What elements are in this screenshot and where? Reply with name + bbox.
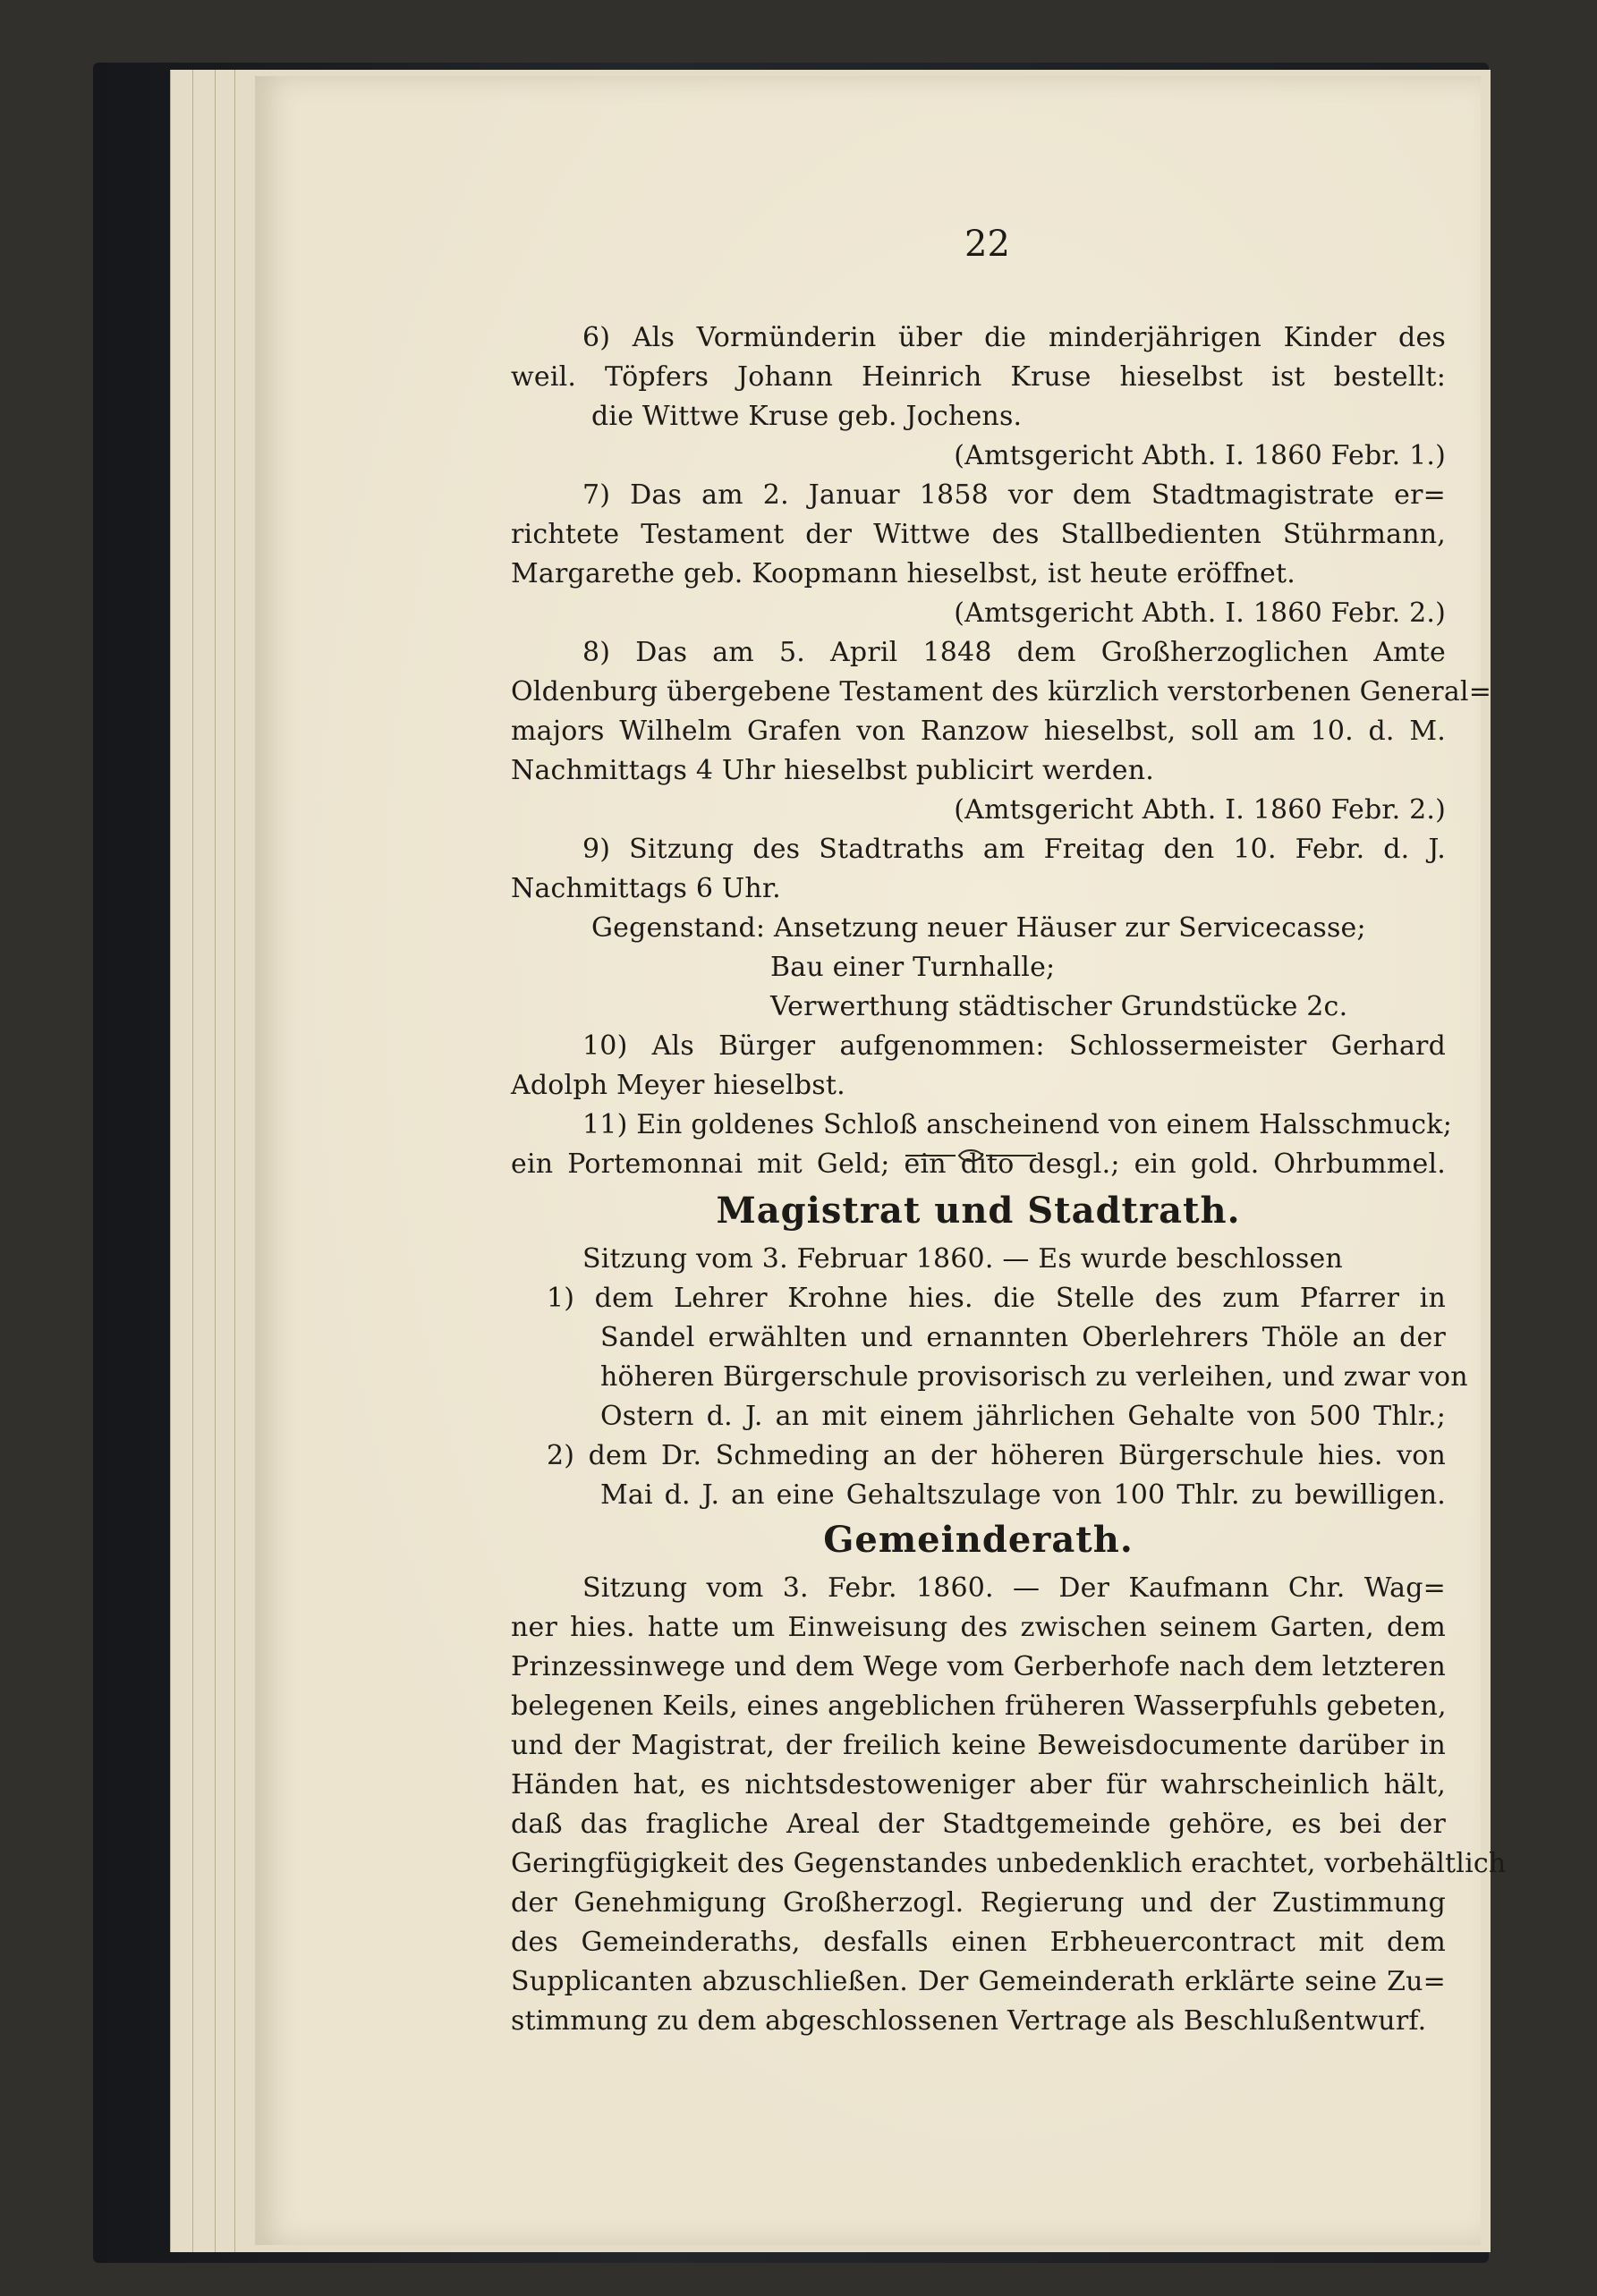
text-line: Nachmittags 4 Uhr hieselbst publicirt werden. [511, 755, 1154, 786]
text-line: Verwerthung städtischer Grundstücke 2c. [770, 991, 1348, 1022]
text-line: ein Portemonnai mit Geld; ein dito desgl.; ein gold. Ohrbummel. [511, 1148, 1446, 1180]
text-line: (Amtsgericht Abth. I. 1860 Febr. 2.) [954, 794, 1446, 826]
text-line: Sitzung vom 3. Februar 1860. — Es wurde beschlossen [582, 1243, 1343, 1275]
text-line: des Gemeinderaths, desfalls einen Erbheuercontract mit dem [511, 1927, 1446, 1958]
text-line: Oldenburg übergebene Testament des kürzlich verstorbenen General= [511, 676, 1492, 707]
text-line: ner hies. hatte um Einweisung des zwischen seinem Garten, dem [511, 1612, 1446, 1643]
text-line: belegenen Keils, eines angeblichen früheren Wasserpfuhls gebeten, [511, 1690, 1447, 1722]
text-line: der Genehmigung Großherzogl. Regierung und der Zustimmung [511, 1887, 1446, 1919]
text-line: 8) Das am 5. April 1848 dem Großherzoglichen Amte [582, 637, 1446, 668]
text-line: 7) Das am 2. Januar 1858 vor dem Stadtmagistrate er= [582, 479, 1446, 511]
text-line: Nachmittags 6 Uhr. [511, 873, 781, 904]
section-heading: Gemeinderath. [823, 1519, 1134, 1561]
text-line: Geringfügigkeit des Gegenstandes unbedenklich erachtet, vorbehältlich [511, 1848, 1507, 1879]
text-line: Margarethe geb. Koopmann hieselbst, ist heute eröffnet. [511, 558, 1295, 589]
page-number: 22 [964, 224, 1010, 265]
text-line: richtete Testament der Wittwe des Stallbedienten Stührmann, [511, 519, 1446, 550]
text-line: Sandel erwählten und ernannten Oberlehrers Thöle an der [600, 1322, 1446, 1353]
text-line: die Wittwe Kruse geb. Jochens. [591, 401, 1023, 432]
text-line: 2) dem Dr. Schmeding an der höheren Bürgerschule hies. von [547, 1440, 1446, 1471]
text-line: und der Magistrat, der freilich keine Beweisdocumente darüber in [511, 1730, 1446, 1761]
text-line: Supplicanten abzuschließen. Der Gemeinderath erklärte seine Zu= [511, 1966, 1446, 1997]
text-line: höheren Bürgerschule provisorisch zu verleihen, und zwar von [600, 1361, 1468, 1393]
text-line: 9) Sitzung des Stadtraths am Freitag den 10. Febr. d. J. [582, 834, 1446, 865]
text-line: 10) Als Bürger aufgenommen: Schlossermeister Gerhard [582, 1030, 1446, 1062]
text-line: 11) Ein goldenes Schloß anscheinend von einem Halsschmuck; [582, 1109, 1452, 1140]
text-line: Bau einer Turnhalle; [770, 952, 1056, 983]
text-line: Adolph Meyer hieselbst. [511, 1070, 845, 1101]
text-line: Ostern d. J. an mit einem jährlichen Gehalte von 500 Thlr.; [600, 1401, 1446, 1432]
text-line: 6) Als Vormünderin über die minderjährigen Kinder des [582, 322, 1446, 353]
text-line: Sitzung vom 3. Febr. 1860. — Der Kaufmann Chr. Wag= [582, 1572, 1446, 1604]
text-line: Gegenstand: Ansetzung neuer Häuser zur Servicecasse; [591, 912, 1366, 944]
text-line: (Amtsgericht Abth. I. 1860 Febr. 2.) [954, 597, 1446, 629]
text-line: Mai d. J. an eine Gehaltszulage von 100 Thlr. zu bewilligen. [600, 1479, 1446, 1511]
text-line: stimmung zu dem abgeschlossenen Vertrage als Beschlußentwurf. [511, 2005, 1427, 2037]
text-line: daß das fragliche Areal der Stadtgemeinde gehöre, es bei der [511, 1809, 1446, 1840]
text-line: Händen hat, es nichtsdestoweniger aber für wahrscheinlich hält, [511, 1769, 1446, 1800]
text-line: (Amtsgericht Abth. I. 1860 Febr. 1.) [954, 440, 1446, 471]
section-heading: Magistrat und Stadtrath. [716, 1190, 1241, 1232]
text-line: majors Wilhelm Grafen von Ranzow hieselbst, soll am 10. d. M. [511, 716, 1446, 747]
text-line: Prinzessinwege und dem Wege vom Gerberhofe nach dem letzteren [511, 1651, 1446, 1682]
text-line: 1) dem Lehrer Krohne hies. die Stelle des zum Pfarrer in [547, 1283, 1446, 1314]
text-line: weil. Töpfers Johann Heinrich Kruse hieselbst ist bestellt: [511, 361, 1446, 393]
ornament-divider [904, 1147, 1038, 1165]
